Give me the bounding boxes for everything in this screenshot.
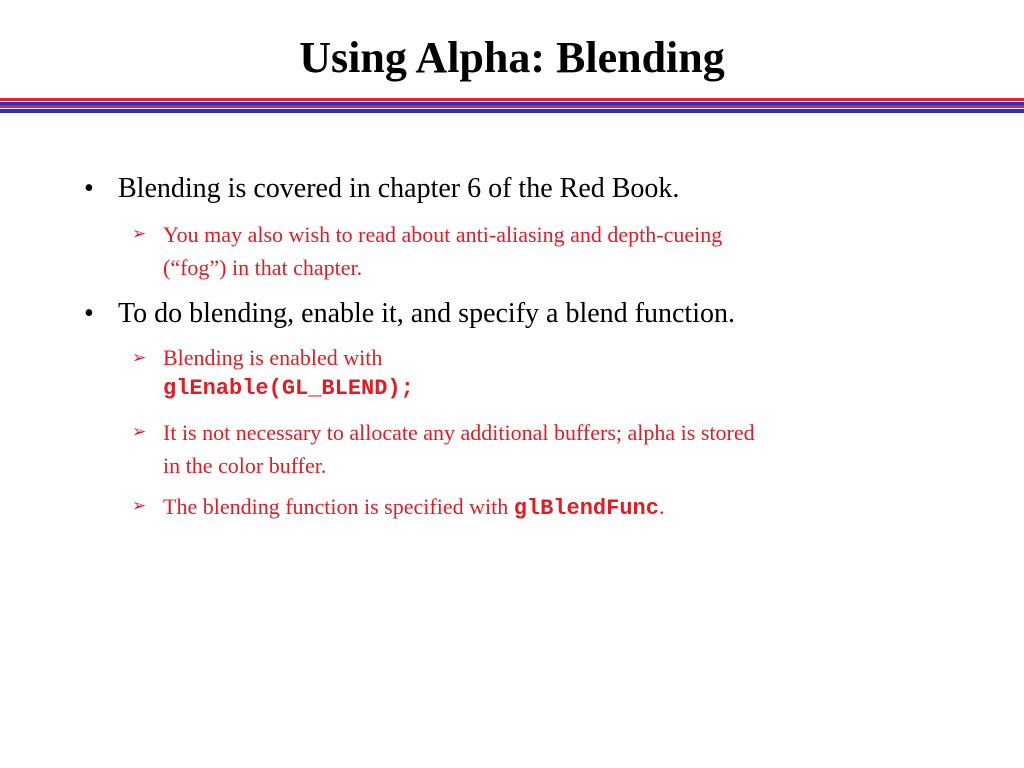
code-snippet: glEnable(GL_BLEND); (163, 376, 414, 401)
sub-bullet-text-line2: (“fog”) in that chapter. (163, 255, 363, 280)
slide-title: Using Alpha: Blending (299, 33, 725, 82)
bullet-text: Blending is covered in chapter 6 of the Red Book. (118, 173, 680, 204)
bullet-marker: • (84, 173, 94, 204)
sub-bullet-text-line2: in the color buffer. (163, 453, 327, 478)
sub-bullet-text: The blending function is specified with (163, 494, 514, 519)
arrow-bullet-icon: ➢ (132, 348, 147, 368)
sub-bullet-text-line1: It is not necessary to allocate any additional buffers; alpha is stored (163, 420, 755, 445)
code-snippet: glBlendFunc (513, 496, 659, 521)
arrow-bullet-icon: ➢ (132, 224, 147, 244)
sub-bullet-text-line1: Blending is enabled with (163, 345, 383, 370)
arrow-bullet-icon: ➢ (132, 422, 147, 442)
sub-bullet-text-line1: You may also wish to read about anti-aliasing and depth-cueing (163, 222, 723, 247)
sub-bullet-suffix: . (658, 494, 665, 519)
bullet-marker: • (84, 298, 94, 329)
bullet-text: To do blending, enable it, and specify a blend function. (118, 298, 735, 329)
arrow-bullet-icon: ➢ (132, 496, 147, 516)
